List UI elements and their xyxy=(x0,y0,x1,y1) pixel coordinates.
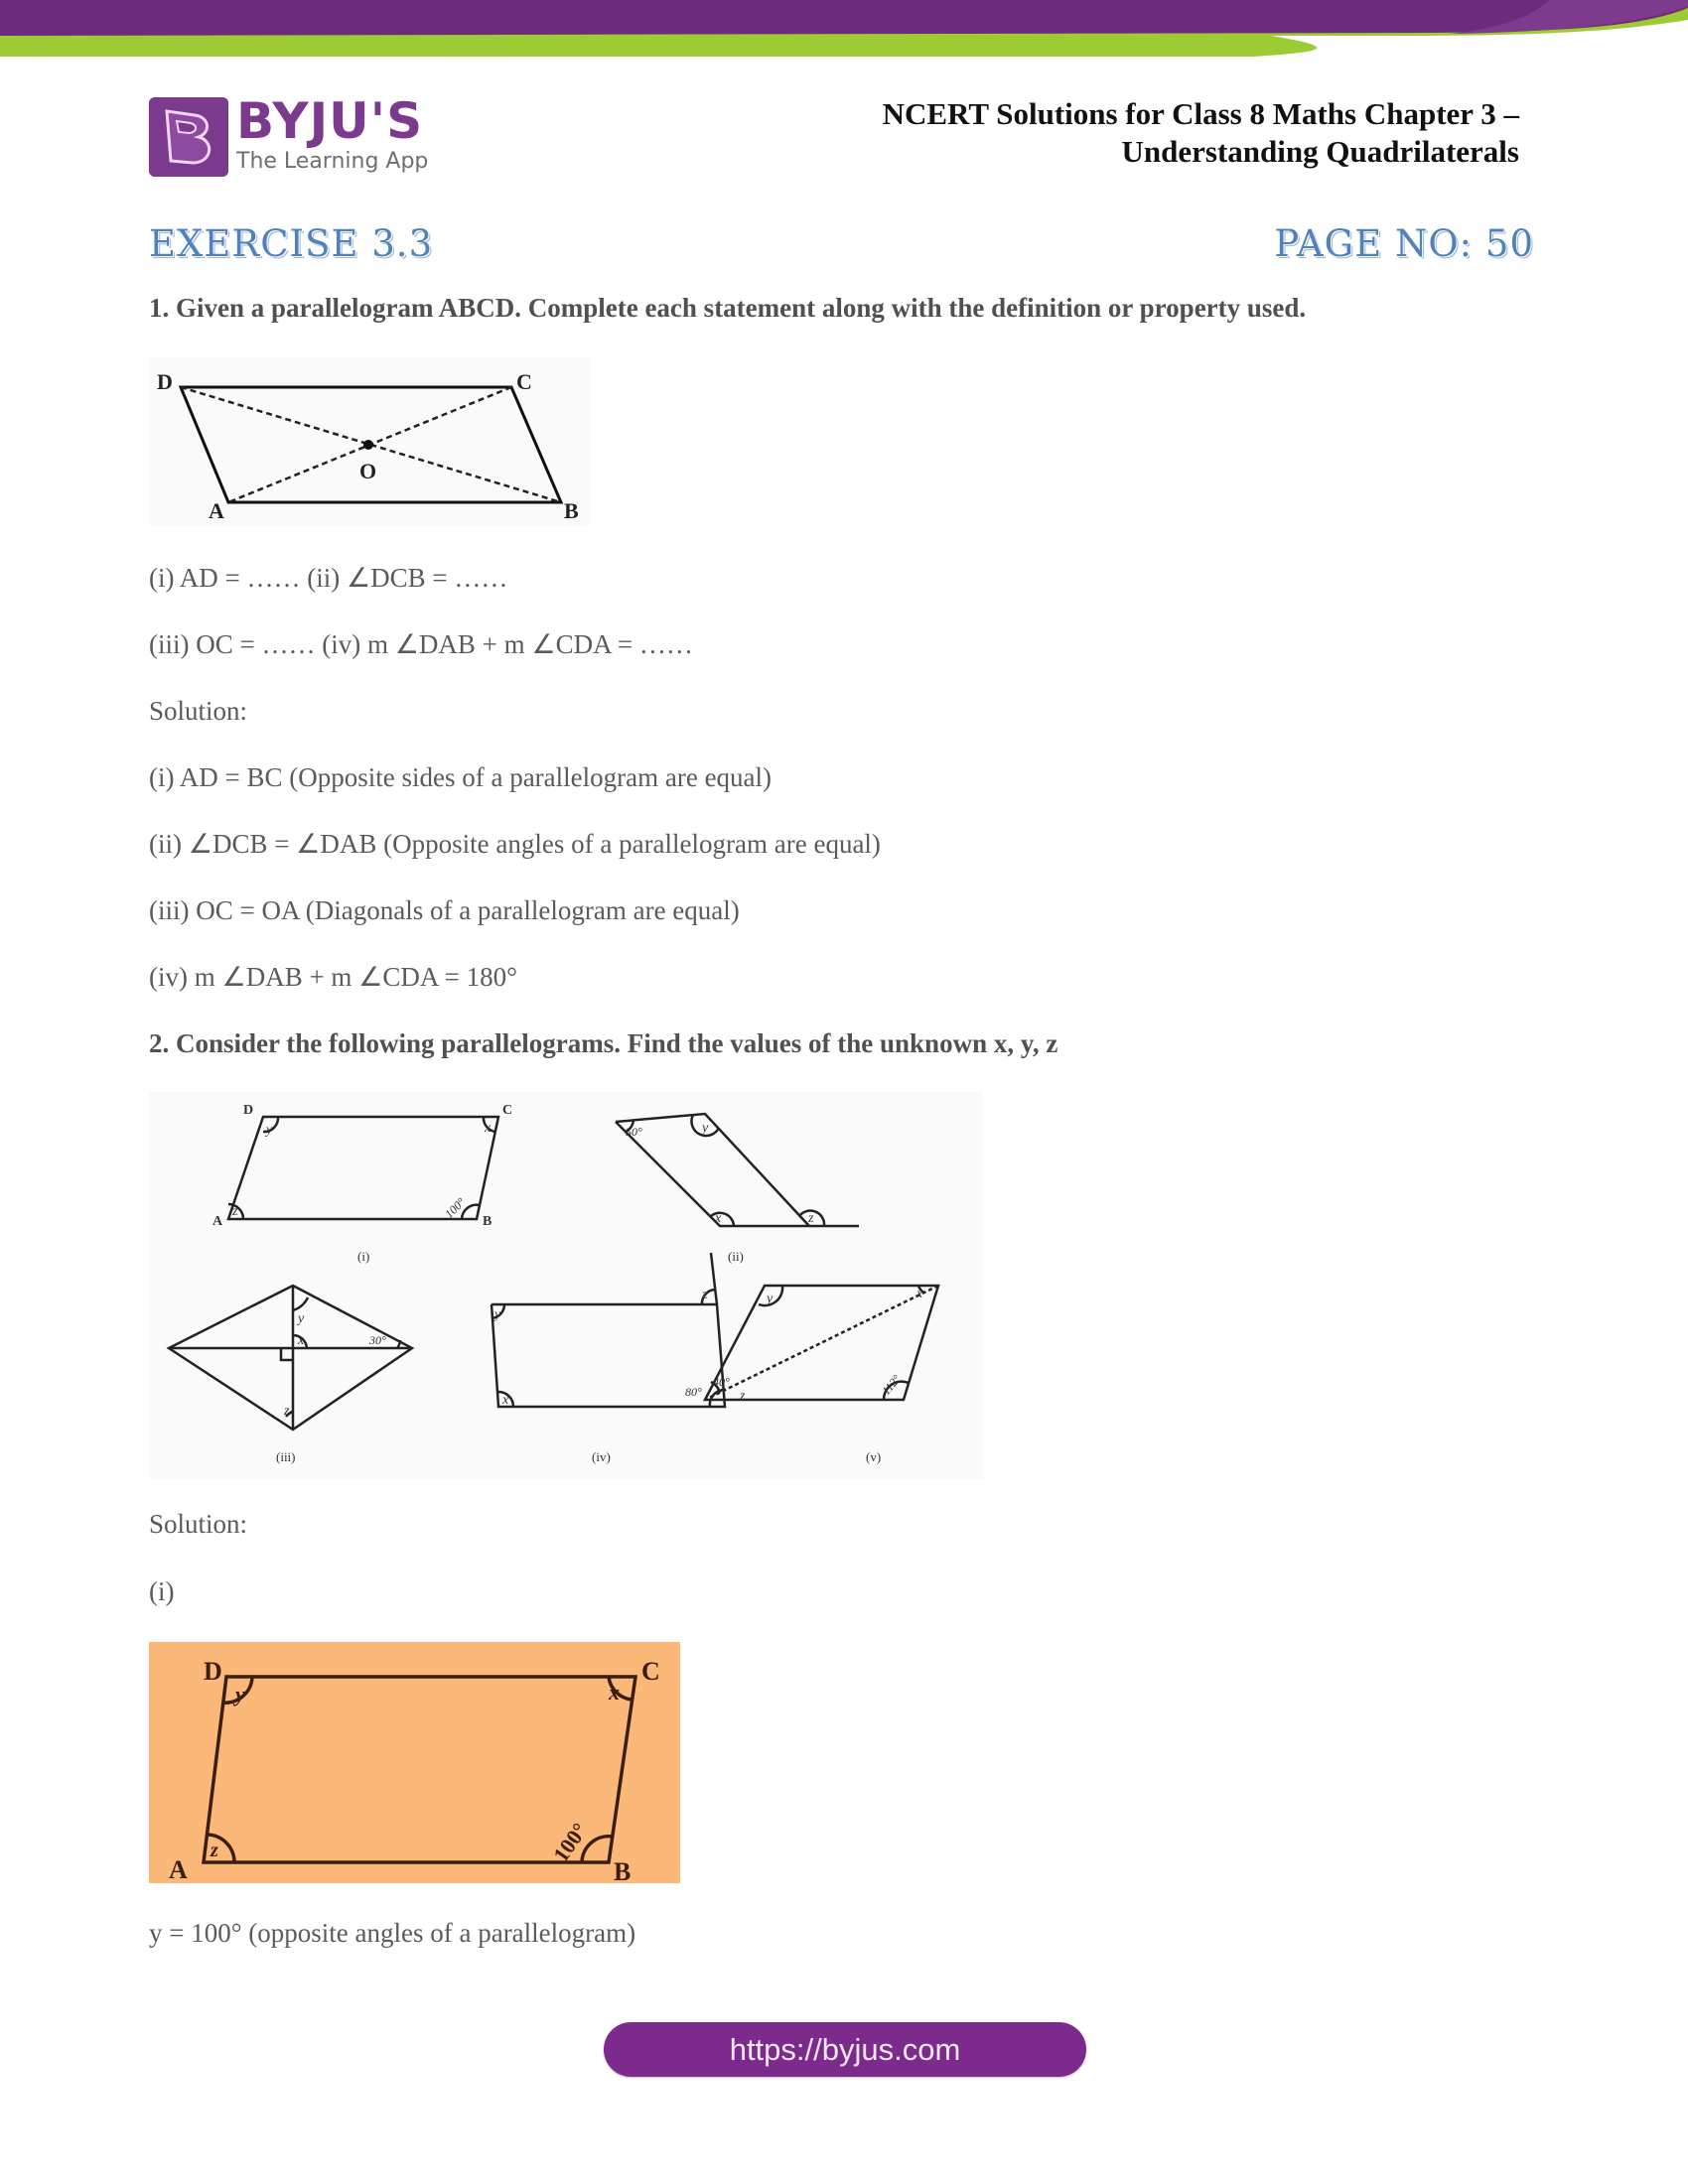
svg-text:(iv): (iv) xyxy=(592,1449,611,1464)
logo-tagline: The Learning App xyxy=(236,149,429,174)
svg-text:D: D xyxy=(157,369,173,394)
svg-text:30°: 30° xyxy=(369,1333,386,1347)
parallelogram-solution-diagram xyxy=(149,1642,680,1883)
svg-text:O: O xyxy=(359,459,377,483)
svg-text:B: B xyxy=(564,498,579,523)
q2-answer-line: y = 100° (opposite angles of a parallelogram) xyxy=(149,1918,636,1948)
svg-text:80°: 80° xyxy=(685,1385,702,1399)
svg-text:y: y xyxy=(235,1682,245,1706)
svg-text:(i): (i) xyxy=(357,1249,370,1264)
byjus-logo xyxy=(149,92,437,179)
svg-text:x: x xyxy=(502,1393,509,1408)
q1-blanks-line1: (i) AD = …… (ii) ∠DCB = …… xyxy=(149,563,508,593)
svg-text:A: A xyxy=(169,1855,188,1883)
svg-text:D: D xyxy=(204,1657,222,1686)
footer-url-link[interactable]: https://byjus.com xyxy=(604,2022,1086,2077)
question-2-text: 2. Consider the following parallelograms. Find the values of the unknown x, y, z xyxy=(149,1028,1058,1058)
svg-text:(ii): (ii) xyxy=(728,1249,744,1264)
svg-text:z: z xyxy=(284,1404,290,1419)
svg-text:A: A xyxy=(209,498,224,523)
svg-text:y: y xyxy=(767,1292,774,1306)
document-title-line2: Understanding Quadrilaterals xyxy=(1121,134,1519,169)
svg-text:B: B xyxy=(614,1857,632,1883)
svg-text:40°: 40° xyxy=(713,1375,730,1389)
q1-answer-2: (ii) ∠DCB = ∠DAB (Opposite angles of a parallelogram are equal) xyxy=(149,829,881,859)
svg-text:x: x xyxy=(609,1680,620,1705)
svg-text:100°: 100° xyxy=(547,1818,593,1867)
question-1-text: 1. Given a parallelogram ABCD. Complete each statement along with the definition or property used. xyxy=(149,293,1307,323)
svg-text:z: z xyxy=(808,1211,814,1226)
q2-part-label: (i) xyxy=(149,1576,175,1606)
svg-text:x: x xyxy=(298,1333,305,1348)
svg-text:C: C xyxy=(516,369,532,394)
parallelograms-figure-set xyxy=(149,1092,983,1479)
svg-text:z: z xyxy=(740,1389,746,1404)
document-title xyxy=(883,95,1519,171)
svg-text:y: y xyxy=(494,1307,501,1322)
byjus-b-logo-icon xyxy=(149,97,228,177)
logo-brand-text: BYJU'S xyxy=(236,92,424,150)
parallelogram-abcd-diagram xyxy=(149,357,591,526)
svg-text:B: B xyxy=(483,1214,492,1229)
svg-text:z: z xyxy=(211,1840,218,1861)
svg-text:x: x xyxy=(916,1287,923,1301)
svg-text:100°: 100° xyxy=(442,1194,469,1221)
q1-answer-3: (iii) OC = OA (Diagonals of a parallelogram are equal) xyxy=(149,895,740,925)
svg-text:x: x xyxy=(715,1211,722,1226)
svg-text:C: C xyxy=(502,1103,513,1118)
page-number: PAGE NO: 50 xyxy=(1274,222,1534,265)
svg-text:z: z xyxy=(702,1288,708,1302)
q1-blanks-line2: (iii) OC = …… (iv) m ∠DAB + m ∠CDA = …… xyxy=(149,629,693,659)
q2-solution-label: Solution: xyxy=(149,1509,248,1539)
q1-solution-label: Solution: xyxy=(149,696,248,726)
svg-text:50°: 50° xyxy=(626,1125,642,1139)
svg-text:112°: 112° xyxy=(879,1372,904,1398)
svg-text:C: C xyxy=(641,1657,660,1686)
q1-answer-1: (i) AD = BC (Opposite sides of a parallelogram are equal) xyxy=(149,762,773,792)
svg-text:y: y xyxy=(702,1121,709,1136)
svg-text:y: y xyxy=(266,1123,273,1138)
svg-text:(v): (v) xyxy=(866,1449,882,1464)
header-decorative-band xyxy=(0,0,1688,60)
exercise-title: EXERCISE 3.3 xyxy=(149,222,434,265)
svg-text:z: z xyxy=(232,1204,238,1219)
document-title-line1: NCERT Solutions for Class 8 Maths Chapter 3 – xyxy=(882,96,1519,131)
svg-text:A: A xyxy=(212,1214,223,1229)
q1-answer-4: (iv) m ∠DAB + m ∠CDA = 180° xyxy=(149,962,517,992)
svg-text:D: D xyxy=(243,1103,254,1118)
svg-text:(iii): (iii) xyxy=(276,1449,296,1464)
svg-text:x: x xyxy=(485,1121,492,1136)
svg-text:y: y xyxy=(298,1311,305,1326)
